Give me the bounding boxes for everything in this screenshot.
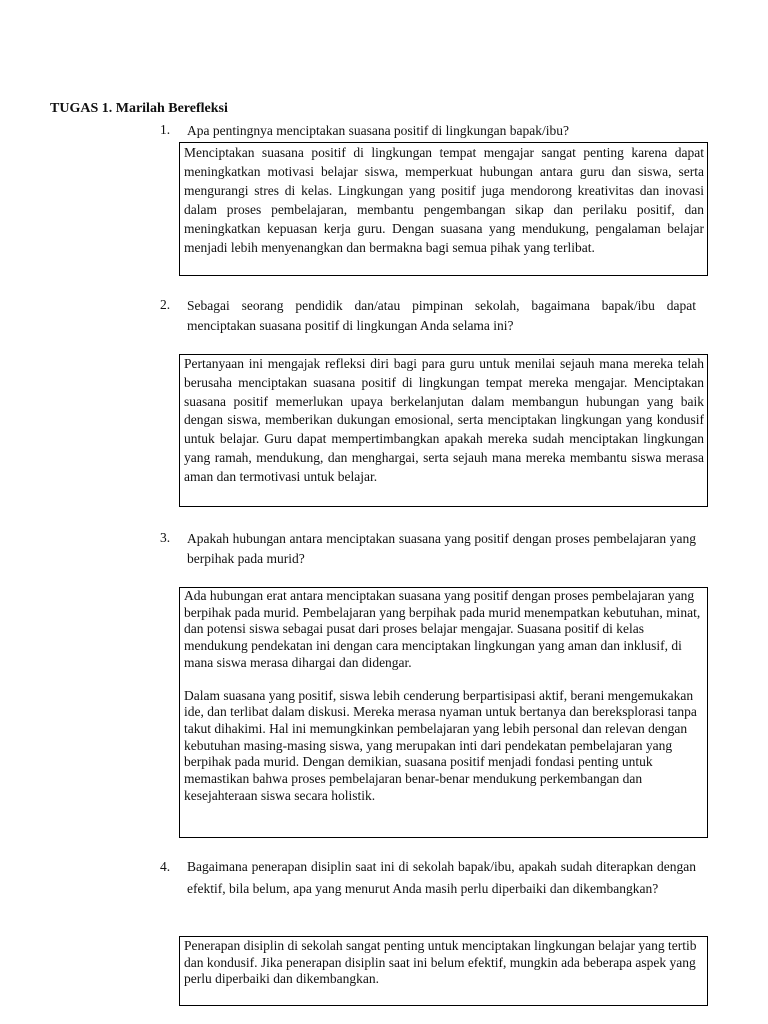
answer-4-paragraph: Penerapan disiplin di sekolah sangat penting untuk menciptakan lingkungan belajar yang tertib dan kondusif. Jika penerapan disiplin saat ini belum efektif, mungkin ada beberapa aspek yang perlu diperbaiki dan dikembangkan. [184, 938, 697, 987]
answer-3-paragraph-2: Dalam suasana yang positif, siswa lebih cenderung berpartisipasi aktif, berani mengemukakan ide, dan terlibat dalam diskusi. Mereka merasa nyaman untuk bertanya dan bereksplorasi tanpa takut dihakimi. Hal ini memungkinkan pembelajaran yang lebih personal dan relevan dengan kebutuhan masing-masing siswa, yang merupakan inti dari pendekatan pembelajaran yang berpihak pada murid. Dengan demikian, suasana positif menjadi fondasi penting untuk memastikan bahwa proses pembelajaran benar-benar mendukung perkembangan dan kesejahteraan siswa secara holistik. [184, 687, 697, 803]
question-number-1: 1. [160, 122, 171, 137]
question-number-2: 2. [160, 297, 171, 312]
answer-box-2 [179, 354, 708, 507]
question-1-text: Apa pentingnya menciptakan suasana positif di lingkungan bapak/ibu? [187, 123, 570, 138]
answer-3-paragraph-1: Ada hubungan erat antara menciptakan suasana yang positif dengan proses pembelajaran yang berpihak pada murid. Pembelajaran yang berpihak pada murid menempatkan kebutuhan, minat, dan potensi siswa sebagai pusat dari proses belajar mengajar. Suasana positif di kelas mendukung pendekatan ini dengan cara menciptakan lingkungan yang aman dan inklusif, di mana siswa merasa dihargai dan didengar. [184, 588, 701, 670]
question-number-4: 4. [160, 859, 171, 874]
question-number-3: 3. [160, 530, 171, 545]
answer-2-paragraph: Pertanyaan ini mengajak refleksi diri bagi para guru untuk menilai sejauh mana mereka telah berusaha menciptakan suasana positif di lingkungan tempat mereka mengajar. Menciptakan suasana positif memerlukan upaya berkelanjutan dalam membangun hubungan yang baik dengan siswa, memberikan dukungan emosional, serta menciptakan lingkungan yang kondusif untuk belajar. Guru dapat mempertimbangkan apakah mereka sudah menciptakan lingkungan yang ramah, mendukung, dan menghargai, serta sejauh mana mereka membantu siswa merasa aman dan termotivasi untuk belajar. [184, 356, 704, 484]
answer-1-paragraph: Menciptakan suasana positif di lingkungan tempat mengajar sangat penting karena dapat meningkatkan motivasi belajar siswa, memperkuat hubungan antara guru dan siswa, serta mengurangi stres di kelas. Lingkungan yang positif juga mendorong kreativitas dan inovasi dalam proses pembelajaran, membantu pengembangan sikap dan perilaku positif, dan meningkatkan kepuasan kerja guru. Dengan suasana yang mendukung, pengalaman belajar menjadi lebih menyenangkan dan bermakna bagi semua pihak yang terlibat. [184, 145, 704, 255]
question-3-text: Apakah hubungan antara menciptakan suasana yang positif dengan proses pembelajaran yang berpihak pada murid? [187, 531, 696, 566]
document-title: TUGAS 1. Marilah Berefleksi [50, 101, 228, 116]
answer-box-1 [179, 142, 708, 276]
answer-box-4 [179, 936, 708, 1006]
question-4-text: Bagaimana penerapan disiplin saat ini di sekolah bapak/ibu, apakah sudah diterapkan dengan efektif, bila belum, apa yang menurut Anda masih perlu diperbaiki dan dikembangkan? [187, 859, 696, 896]
question-2-text: Sebagai seorang pendidik dan/atau pimpinan sekolah, bagaimana bapak/ibu dapat menciptakan suasana positif di lingkungan Anda selama ini? [187, 298, 696, 333]
answer-box-3 [179, 587, 708, 838]
